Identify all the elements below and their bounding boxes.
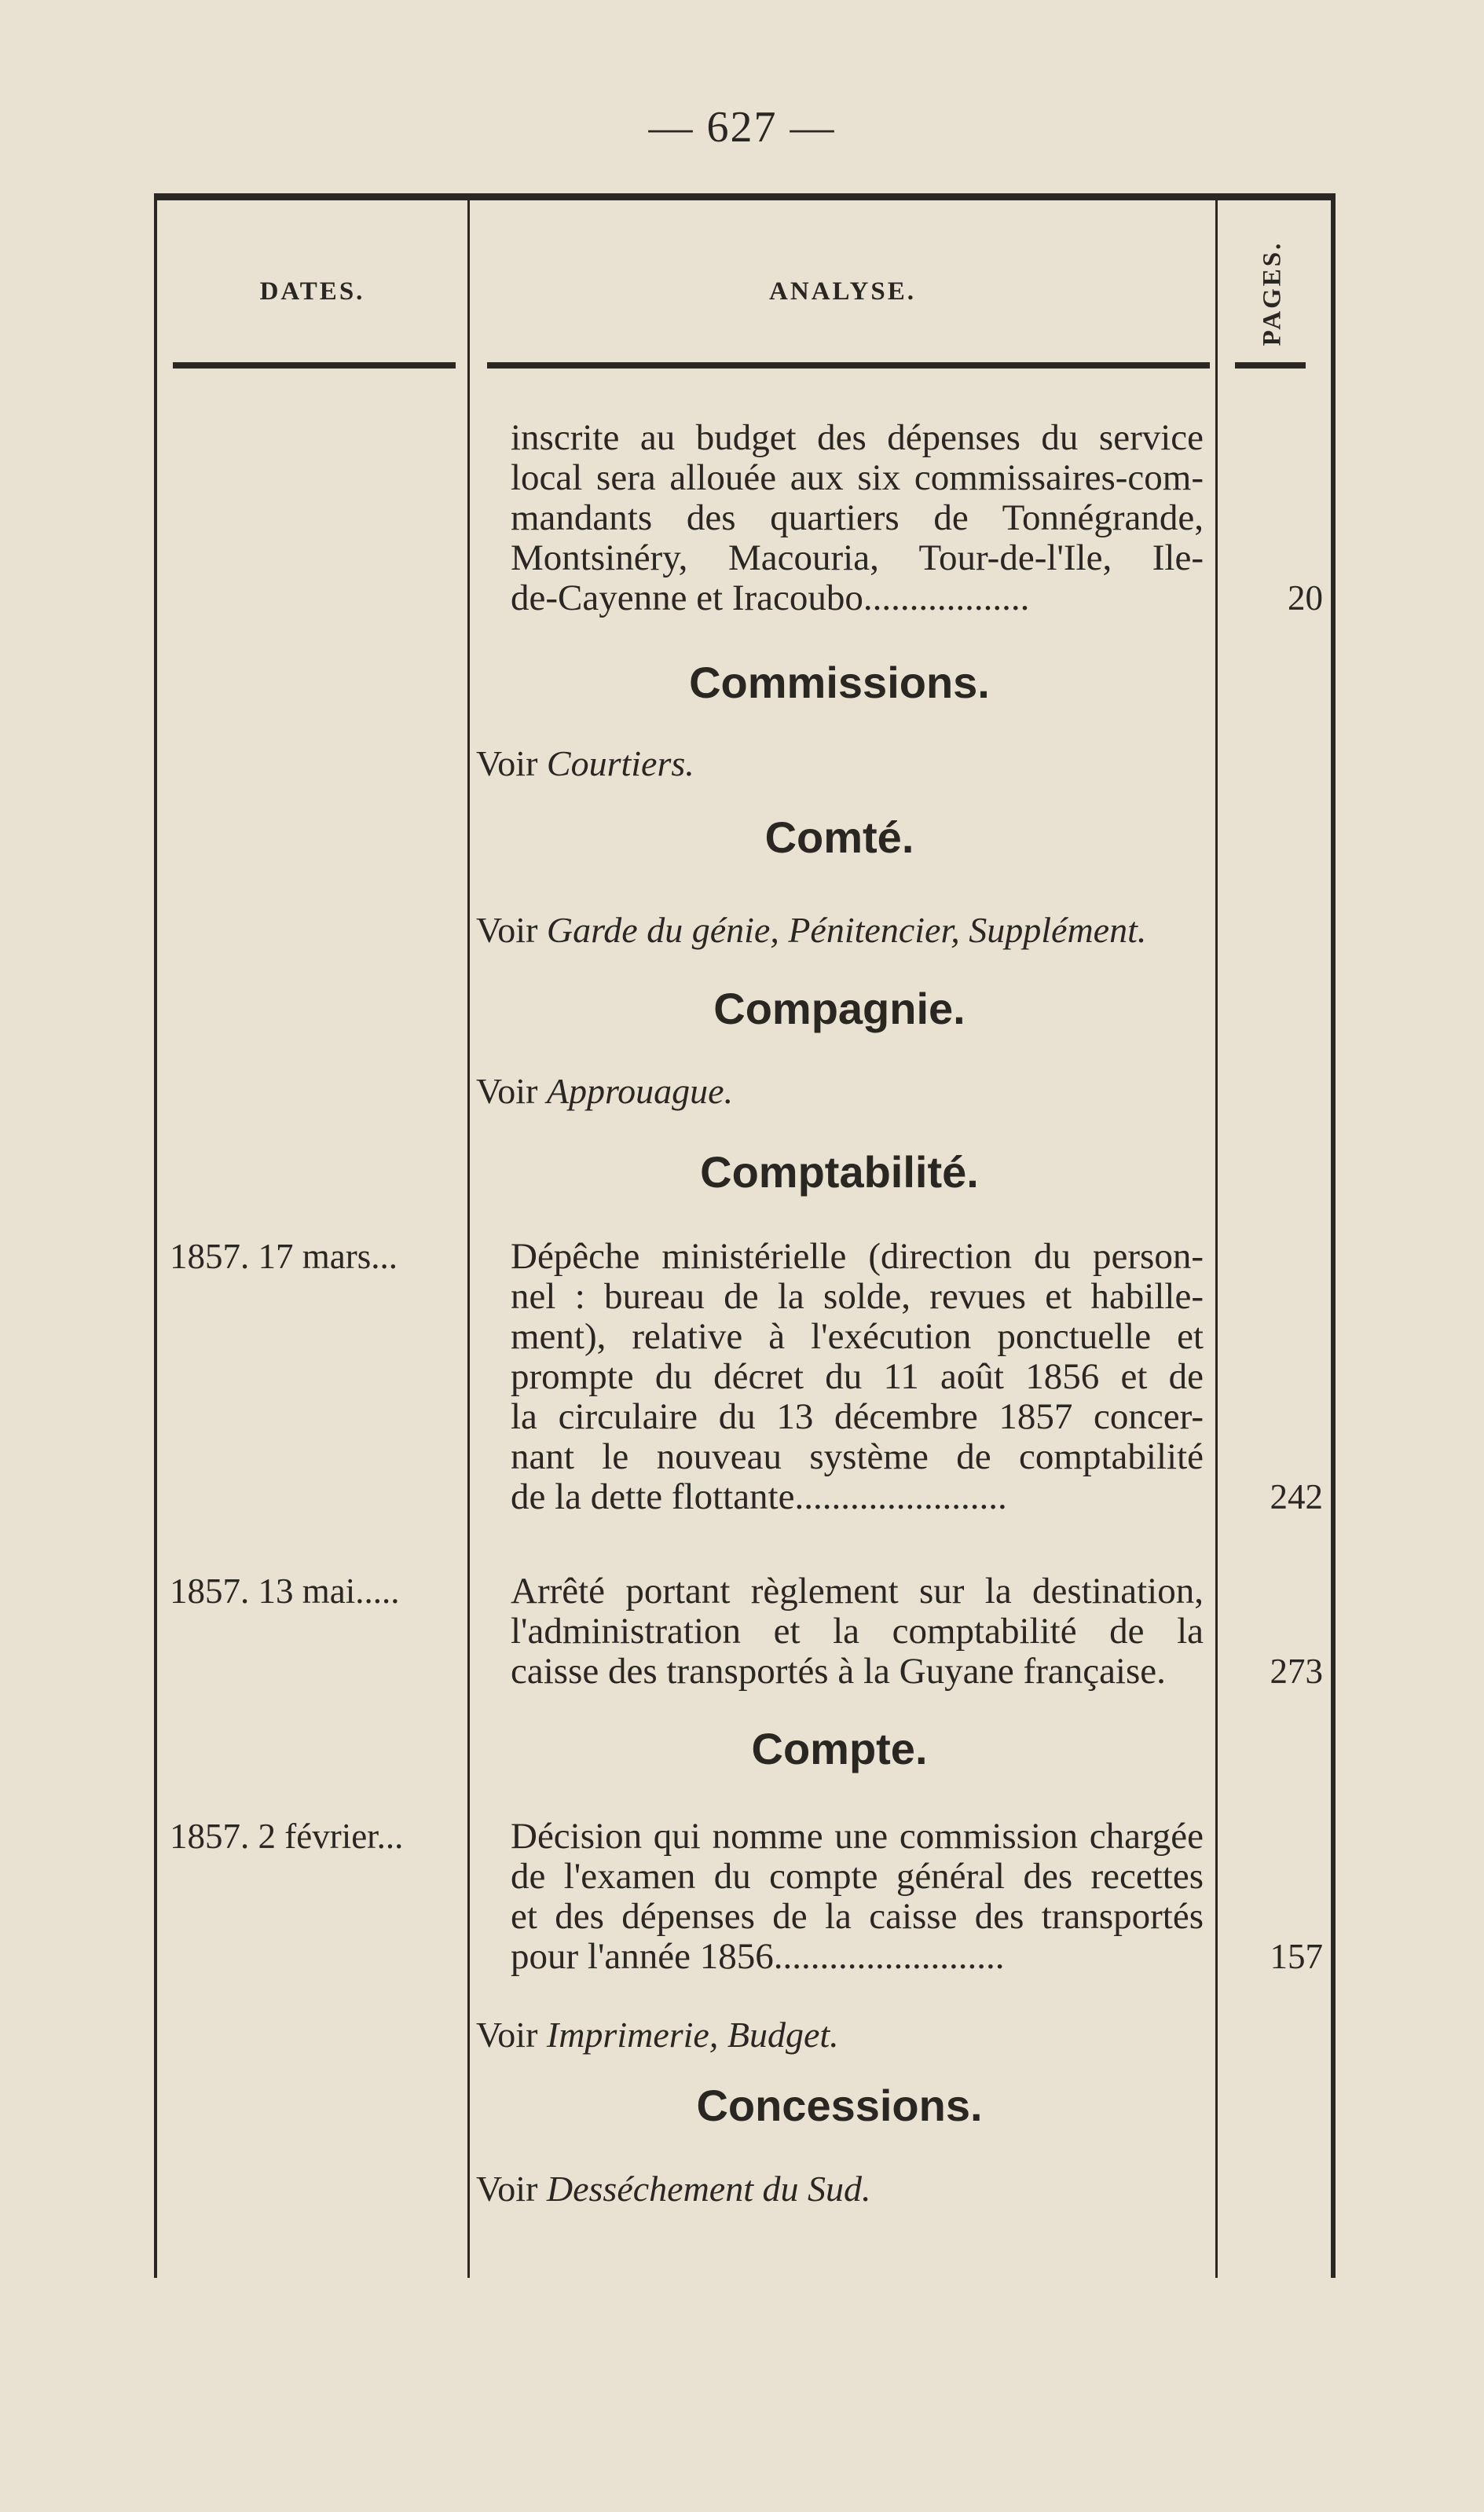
section-heading-concessions: Concessions. (696, 2081, 983, 2130)
header-pages-label: PAGES. (1258, 240, 1287, 347)
entry-line: local sera allouée aux six commissaires-com- (511, 457, 1204, 498)
entry-line: mandants des quartiers de Tonnégrande, (511, 497, 1204, 538)
see-also-label: Voir (476, 2015, 538, 2055)
page-reference: 242 (1270, 1477, 1323, 1516)
entry-date: 1857. 13 mai..... (170, 1571, 400, 1611)
entry-line: Arrêté portant règlement sur la destination, (511, 1571, 1204, 1612)
entry-line: caisse des transportés à la Guyane française. (511, 1651, 1166, 1692)
see-also (476, 910, 1146, 950)
entry-text (511, 1571, 1204, 1692)
entry-line: de-Cayenne et Iracoubo.................. (511, 578, 1030, 618)
header-rule-analyse (487, 362, 1210, 369)
section-heading-comte: Comté. (764, 812, 914, 862)
see-also-label: Voir (476, 2169, 538, 2209)
page-reference: 273 (1270, 1652, 1323, 1691)
entry-line: Dépêche ministérielle (direction du person- (511, 1236, 1204, 1277)
column-divider-dates (467, 200, 470, 2278)
section-heading-comptabilite: Comptabilité. (700, 1147, 979, 1197)
see-also (476, 2015, 839, 2055)
entry-line: l'administration et la comptabilité de la (511, 1611, 1204, 1652)
entry-line: pour l'année 1856......................... (511, 1936, 1005, 1977)
header-dates (157, 200, 467, 373)
header-dates-label: DATES. (259, 277, 365, 306)
section-heading-compagnie: Compagnie. (713, 984, 966, 1033)
entry-line: Décision qui nomme une commission chargée (511, 1816, 1204, 1857)
page-reference: 157 (1270, 1937, 1323, 1976)
see-also-label: Voir (476, 743, 538, 783)
entry-line: et des dépenses de la caisse des transportés (511, 1896, 1204, 1937)
entry-text (511, 1237, 1204, 1517)
see-also-ref: Garde du génie, Pénitencier, Supplément. (546, 910, 1147, 950)
entry-date: 1857. 17 mars... (170, 1237, 398, 1276)
entry-date: 1857. 2 février... (170, 1817, 404, 1856)
header-rule-pages (1235, 362, 1306, 369)
entry-line: inscrite au budget des dépenses du service (511, 417, 1204, 458)
entry-line: Montsinéry, Macouria, Tour-de-l'Ile, Ile- (511, 537, 1204, 578)
header-analyse (470, 200, 1215, 373)
see-also-ref: Imprimerie, Budget. (546, 2015, 839, 2055)
entry-line: de la dette flottante....................... (511, 1476, 1007, 1517)
header-analyse-label: ANALYSE. (769, 277, 916, 306)
page-number: — 627 — (648, 103, 836, 152)
see-also-label: Voir (476, 910, 538, 950)
header-pages (1218, 200, 1328, 373)
column-divider-pages (1215, 200, 1218, 2278)
entry-line: nant le nouveau système de comptabilité (511, 1436, 1204, 1477)
see-also (476, 1071, 733, 1111)
see-also (476, 2169, 871, 2209)
section-heading-commissions: Commissions. (689, 658, 990, 707)
entry-line: la circulaire du 13 décembre 1857 concer- (511, 1396, 1204, 1437)
entry-text (511, 1817, 1204, 1977)
see-also-ref: Approuague. (546, 1071, 734, 1111)
see-also-ref: Courtiers. (546, 743, 694, 783)
header-rule-dates (173, 362, 456, 369)
entry-line: ment), relative à l'exécution ponctuelle et (511, 1316, 1204, 1357)
see-also-ref: Desséchement du Sud. (546, 2169, 871, 2209)
section-heading-compte: Compte. (751, 1724, 928, 1773)
see-also (476, 743, 694, 783)
entry-line: de l'examen du compte général des recettes (511, 1856, 1204, 1897)
entry-text (511, 418, 1204, 618)
entry-line: prompte du décret du 11 août 1856 et de (511, 1356, 1204, 1397)
entry-line: nel : bureau de la solde, revues et habille- (511, 1276, 1204, 1317)
page-reference: 20 (1288, 578, 1323, 618)
see-also-label: Voir (476, 1071, 538, 1111)
